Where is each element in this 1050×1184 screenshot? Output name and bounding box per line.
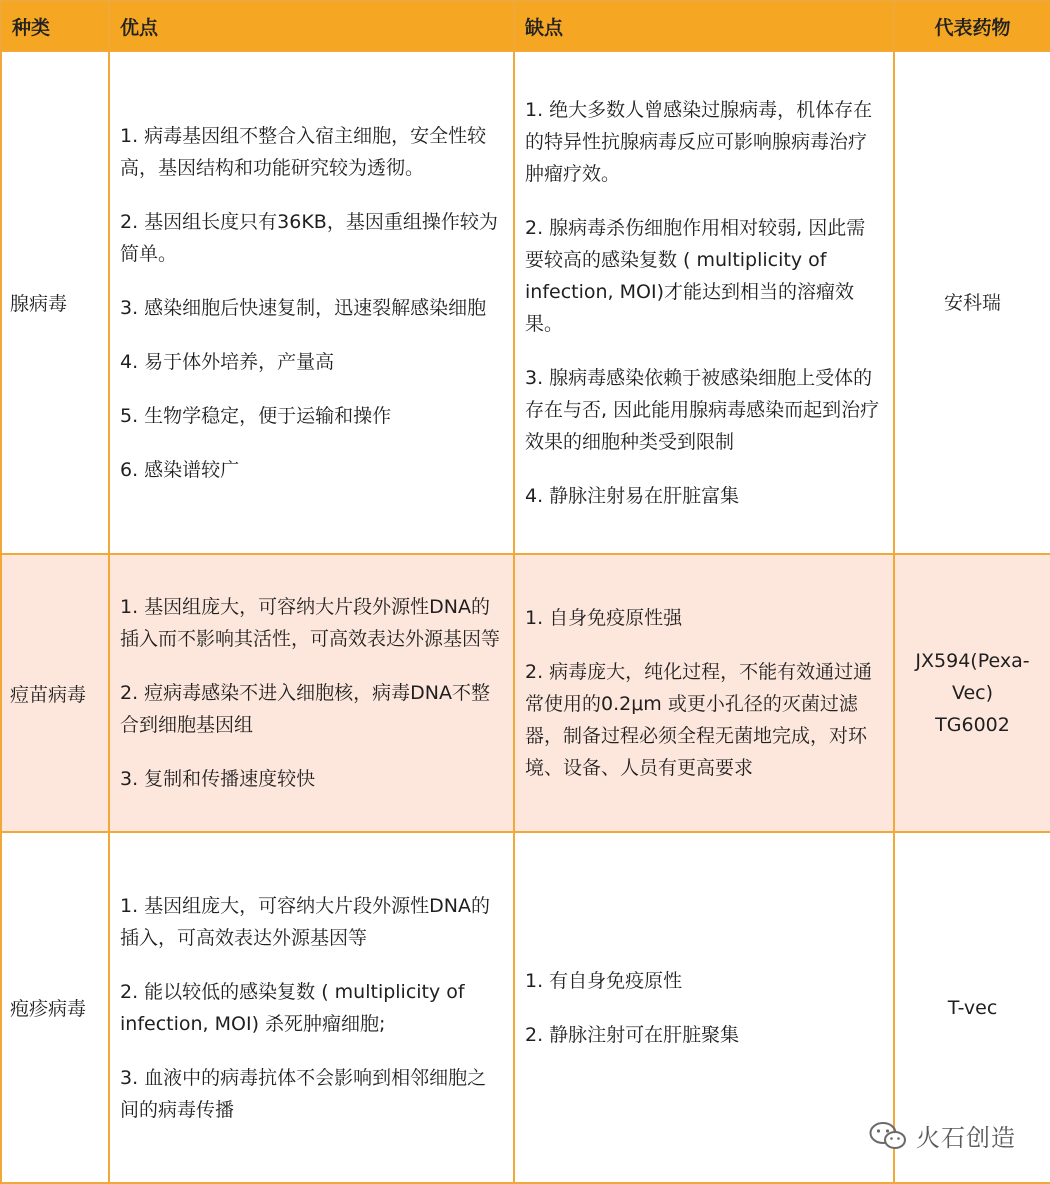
pros-list bbox=[120, 591, 503, 795]
pros-list bbox=[120, 120, 503, 486]
virus-type: 腺病毒 bbox=[1, 51, 109, 554]
pros-cell bbox=[109, 51, 514, 554]
list-item: 2. 基因组长度只有36KB，基因重组操作较为简单。 bbox=[120, 210, 498, 265]
watermark bbox=[868, 1118, 1016, 1153]
list-item: 4. 易于体外培养，产量高 bbox=[120, 350, 335, 373]
cons-cell bbox=[514, 832, 894, 1183]
drug-name: 安科瑞 bbox=[943, 291, 1001, 314]
header-type: 种类 bbox=[1, 1, 109, 51]
pros-cell bbox=[109, 554, 514, 832]
cons-cell bbox=[514, 51, 894, 554]
header-pros: 优点 bbox=[109, 1, 514, 51]
list-item: 1. 病毒基因组不整合入宿主细胞，安全性较高，基因结构和功能研究较为透彻。 bbox=[120, 124, 487, 179]
list-item: 6. 感染谱较广 bbox=[120, 458, 240, 481]
header-row bbox=[1, 1, 1050, 51]
header-drugs: 代表药物 bbox=[894, 1, 1050, 51]
drug-cell bbox=[894, 51, 1050, 554]
list-item: 3. 腺病毒感染依赖于被感染细胞上受体的存在与否, 因此能用腺病毒感染而起到治疗效果的细胞种类受到限制 bbox=[525, 366, 880, 453]
list-item: 2. 静脉注射可在肝脏聚集 bbox=[525, 1023, 740, 1046]
list-item: 1. 自身免疫原性强 bbox=[525, 607, 683, 629]
drug-cell bbox=[894, 554, 1050, 832]
pros-cell bbox=[109, 832, 514, 1183]
list-item: 1. 有自身免疫原性 bbox=[525, 969, 683, 992]
table-row-vaccinia bbox=[1, 554, 1050, 832]
list-item: 4. 静脉注射易在肝脏富集 bbox=[525, 484, 740, 507]
watermark-text: 火石创造 bbox=[916, 1124, 1016, 1152]
cons-list bbox=[525, 602, 883, 784]
list-item: 3. 感染细胞后快速复制，迅速裂解感染细胞 bbox=[120, 296, 487, 319]
virus-type: 疱疹病毒 bbox=[1, 832, 109, 1183]
list-item: 2. 能以较低的感染复数 ( multiplicity of infection, MOI) 杀死肿瘤细胞; bbox=[120, 980, 465, 1035]
virus-type: 痘苗病毒 bbox=[1, 554, 109, 832]
list-item: 1. 基因组庞大，可容纳大片段外源性DNA的插入而不影响其活性，可高效表达外源基因等 bbox=[120, 596, 501, 650]
list-item: 2. 病毒庞大，纯化过程，不能有效通过通常使用的0.2μm 或更小孔径的灭菌过滤器，制备过程必须全程无菌地完成，对环境、设备、人员有更高要求 bbox=[525, 661, 873, 779]
cons-cell bbox=[514, 554, 894, 832]
list-item: 5. 生物学稳定，便于运输和操作 bbox=[120, 404, 392, 427]
list-item: 1. 绝大多数人曾感染过腺病毒，机体存在的特异性抗腺病毒反应可影响腺病毒治疗肿瘤疗效。 bbox=[525, 98, 873, 185]
pros-list bbox=[120, 890, 503, 1126]
list-item: 3. 血液中的病毒抗体不会影响到相邻细胞之间的病毒传播 bbox=[120, 1066, 487, 1121]
list-item: 2. 痘病毒感染不进入细胞核，病毒DNA不整合到细胞基因组 bbox=[120, 682, 491, 736]
list-item: 3. 复制和传播速度较快 bbox=[120, 768, 316, 790]
header-cons: 缺点 bbox=[514, 1, 894, 51]
drug-name: JX594(Pexa-Vec) bbox=[915, 650, 1030, 704]
table-row-adenovirus bbox=[1, 51, 1050, 554]
wechat-icon bbox=[868, 1120, 908, 1152]
cons-list bbox=[525, 965, 883, 1051]
drug-name: T-vec bbox=[947, 996, 998, 1019]
cons-list bbox=[525, 94, 883, 512]
list-item: 2. 腺病毒杀伤细胞作用相对较弱, 因此需要较高的感染复数 ( multiplicity of infection, MOI)才能达到相当的溶瘤效果。 bbox=[525, 216, 866, 335]
drug-name: TG6002 bbox=[935, 714, 1010, 736]
list-item: 1. 基因组庞大，可容纳大片段外源性DNA的插入，可高效表达外源基因等 bbox=[120, 894, 491, 949]
